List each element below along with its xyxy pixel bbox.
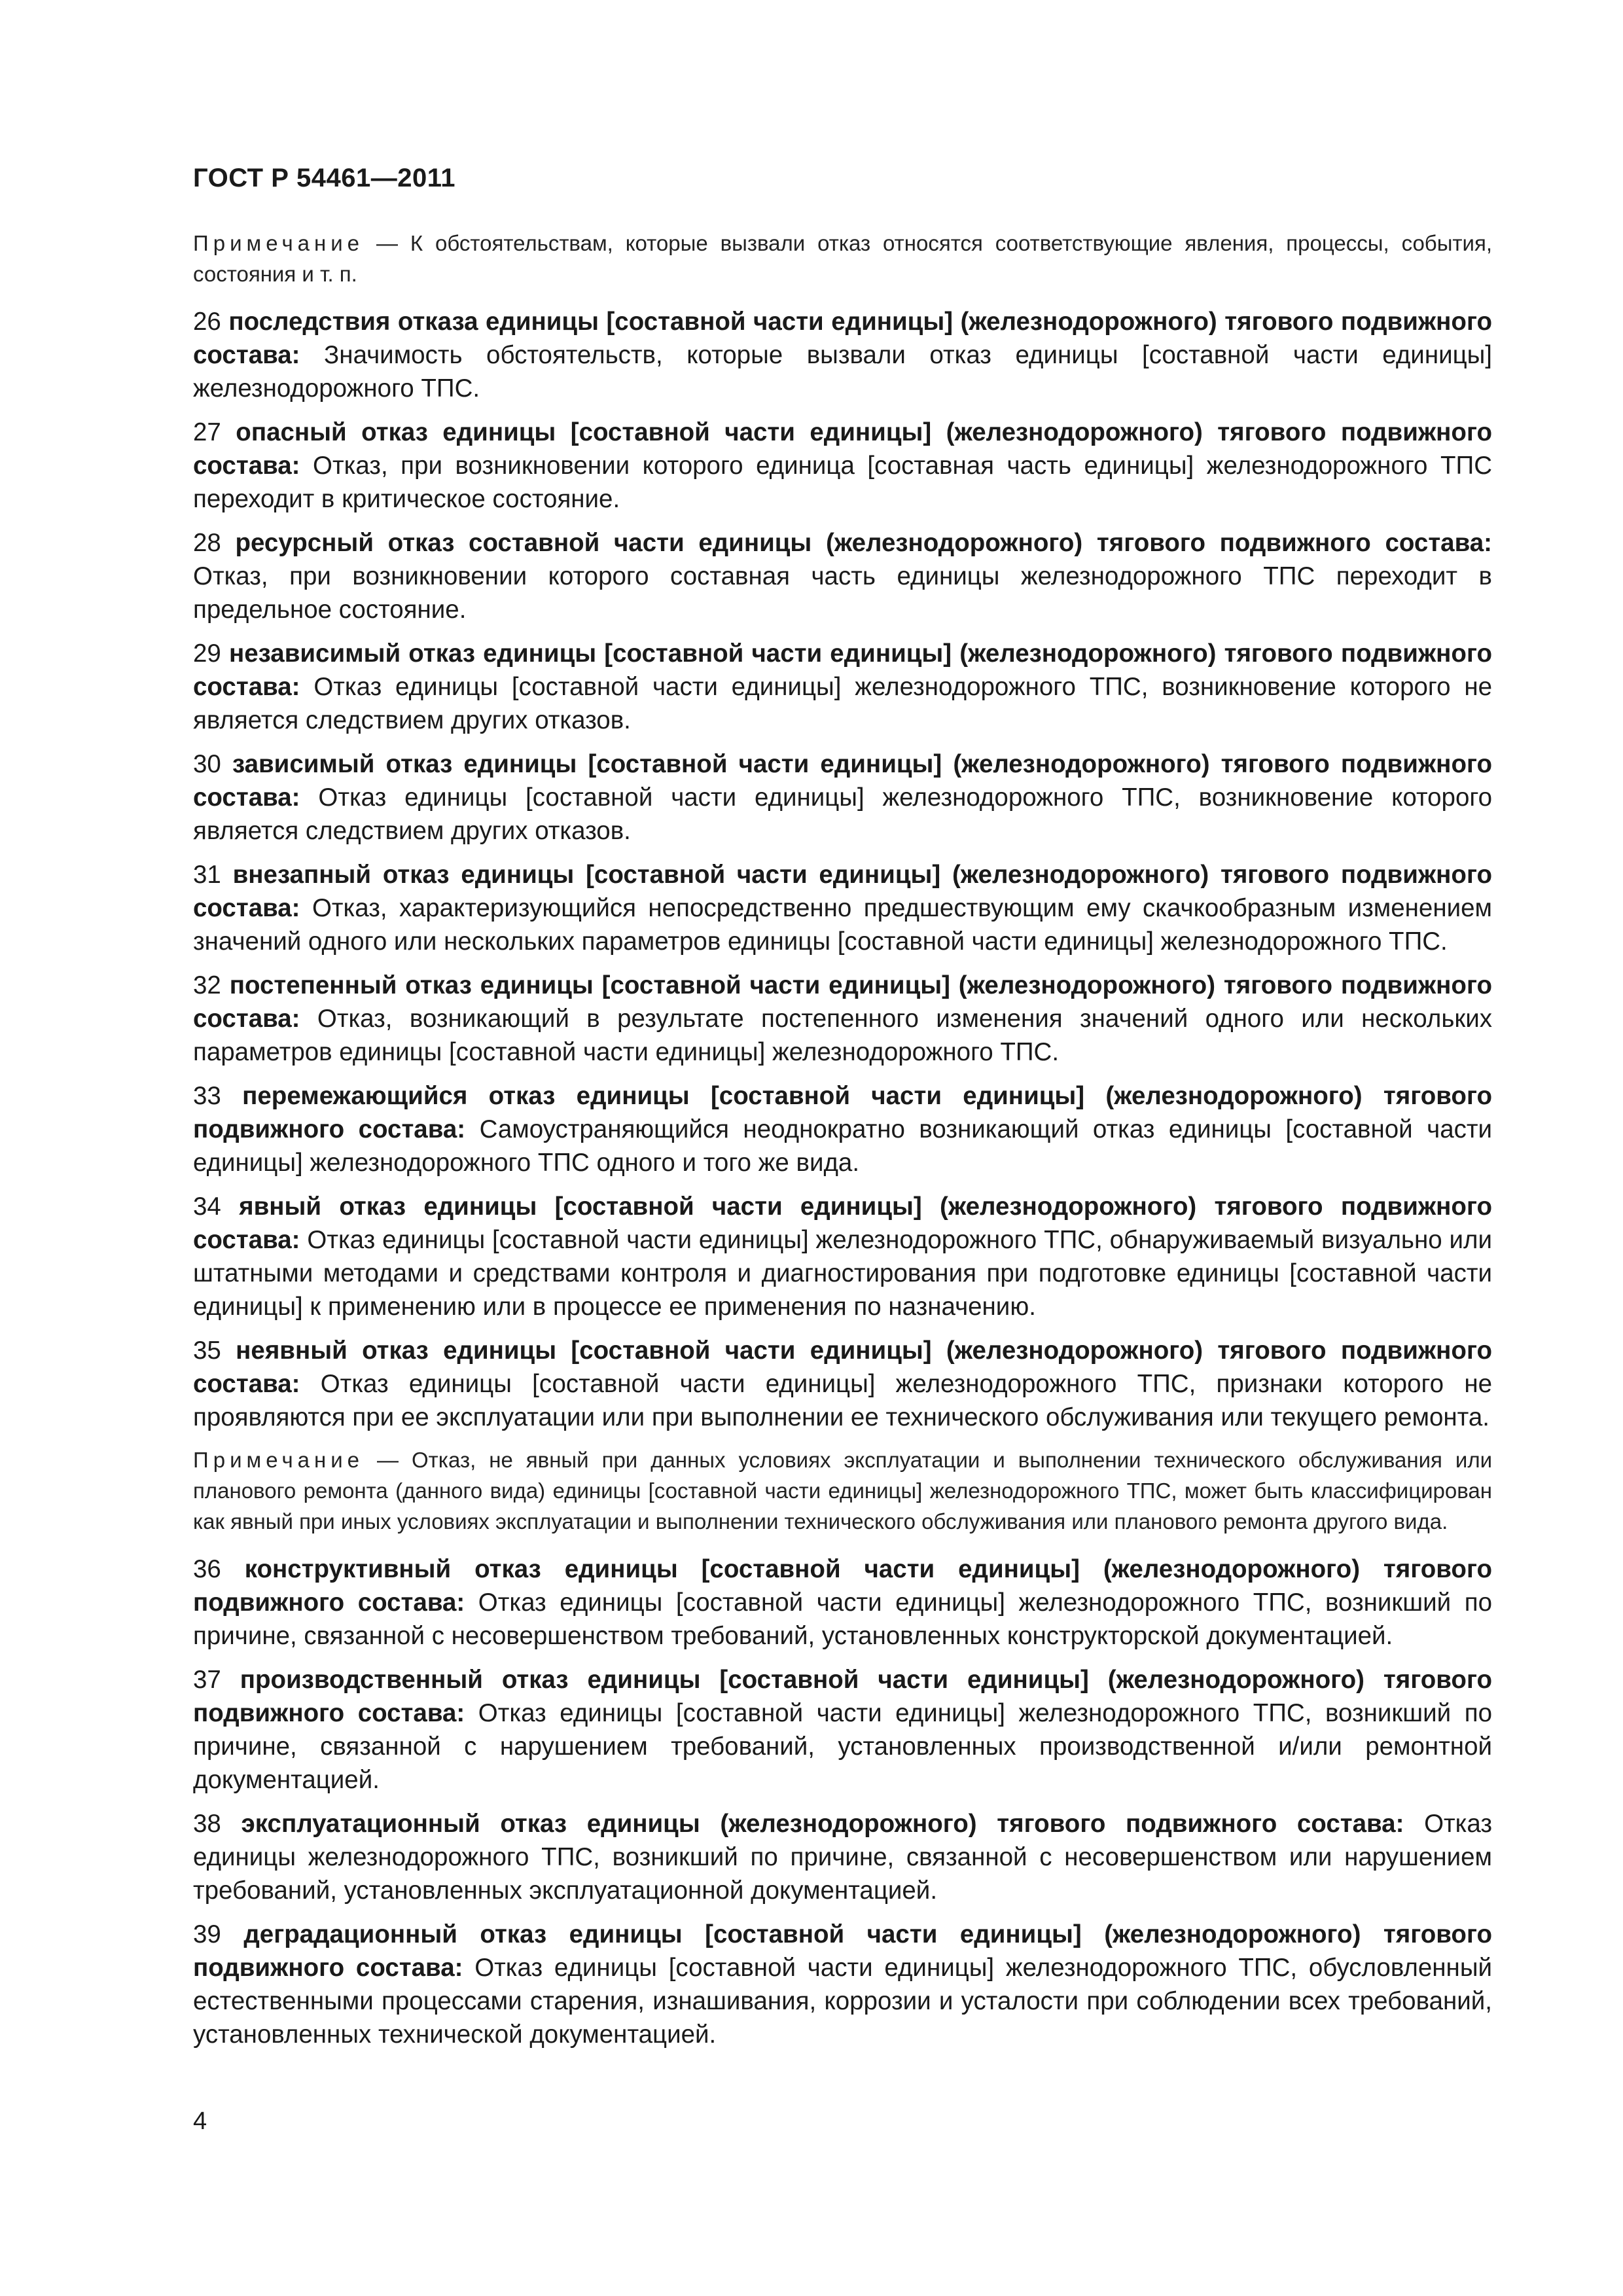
term-name: эксплуатационный отказ единицы (железнодорожного) тягового подвижного состава: xyxy=(241,1810,1404,1838)
term-number: 35 xyxy=(193,1336,221,1365)
term-definition: Отказ единицы [составной части единицы] железнодорожного ТПС, обнаруживаемый визуально или штатными методами и средствами контроля и диагностирования при подготовке единицы [составной части единицы] к применению или в процессе ее применения по назначению. xyxy=(193,1226,1492,1321)
note-paragraph xyxy=(193,228,1492,289)
term-definition: Отказ единицы [составной части единицы] железнодорожного ТПС, возникший по причине, связанной с несовершенством требований, установленных конструкторской документацией. xyxy=(193,1588,1492,1650)
term-name: перемежающийся отказ единицы [составной части единицы] (железнодорожного) тягового подвижного состава: xyxy=(193,1082,1492,1143)
term-separator xyxy=(221,1666,240,1694)
note-dash: — xyxy=(364,1448,412,1472)
term-definition: Отказ единицы железнодорожного ТПС, возникший по причине, связанной с несовершенством или нарушением требований, установленных эксплуатационной документацией. xyxy=(193,1810,1492,1905)
note-paragraph xyxy=(193,1444,1492,1537)
term-definition: Отказ единицы [составной части единицы] железнодорожного ТПС, возникновение которого является следствием других отказов. xyxy=(193,783,1492,845)
term-separator xyxy=(300,894,312,922)
term-number: 36 xyxy=(193,1555,221,1583)
term-number: 39 xyxy=(193,1920,221,1948)
term-number: 33 xyxy=(193,1082,221,1110)
term-number: 32 xyxy=(193,971,221,999)
term-definition: Отказ, возникающий в результате постепенного изменения значений одного или нескольких параметров единицы [составной части единицы] железнодорожного ТПС. xyxy=(193,1005,1492,1066)
note-label: Примечание xyxy=(193,231,365,255)
term-number: 29 xyxy=(193,639,221,668)
term-list xyxy=(193,1552,1492,2051)
term-definition: Отказ, характеризующийся непосредственно предшествующим ему скачкообразным изменением значений одного или нескольких параметров единицы [составной части единицы] железнодорожного ТПС. xyxy=(193,894,1492,956)
term-name: ресурсный отказ составной части единицы (железнодорожного) тягового подвижного состава: xyxy=(235,529,1492,557)
term-list xyxy=(193,305,1492,1434)
term-definition: Отказ, при возникновении которого единица [составная часть единицы] железнодорожного ТПС переходит в критическое состояние. xyxy=(193,452,1492,513)
term-number: 30 xyxy=(193,750,221,778)
term-entry xyxy=(193,1918,1492,2051)
term-separator xyxy=(221,529,236,557)
term-separator xyxy=(221,861,233,889)
term-separator xyxy=(221,1193,239,1221)
term-entry xyxy=(193,969,1492,1069)
term-separator xyxy=(221,1810,241,1838)
term-definition: Самоустраняющийся неоднократно возникающий отказ единицы [составной части единицы] железнодорожного ТПС одного и того же вида. xyxy=(193,1115,1492,1177)
term-name: зависимый отказ единицы [составной части единицы] (железнодорожного) тягового подвижного состава: xyxy=(193,750,1493,812)
term-name: конструктивный отказ единицы [составной части единицы] (железнодорожного) тягового подвижного состава: xyxy=(193,1555,1492,1617)
term-name: деградационный отказ единицы [составной части единицы] (железнодорожного) тягового подвижного состава: xyxy=(193,1920,1492,1982)
term-definition: Отказ, при возникновении которого составная часть единицы железнодорожного ТПС переходит в предельное состояние. xyxy=(193,562,1492,624)
term-separator xyxy=(300,1226,308,1254)
term-number: 26 xyxy=(193,308,221,336)
term-entry xyxy=(193,305,1492,405)
term-name: производственный отказ единицы [составной части единицы] (железнодорожного) тягового подвижного состава: xyxy=(193,1666,1492,1727)
term-entry xyxy=(193,747,1492,848)
term-number: 31 xyxy=(193,861,221,889)
term-separator xyxy=(221,971,230,999)
term-definition: Отказ единицы [составной части единицы] железнодорожного ТПС, признаки которого не проявляются при ее эксплуатации или при выполнении ее технического обслуживания или текущего ремонта. xyxy=(193,1370,1492,1431)
term-entry xyxy=(193,1334,1492,1434)
term-number: 37 xyxy=(193,1666,221,1694)
term-name: неявный отказ единицы [составной части единицы] (железнодорожного) тягового подвижного состава: xyxy=(193,1336,1492,1398)
term-separator xyxy=(465,1588,478,1617)
term-definition: Отказ единицы [составной части единицы] железнодорожного ТПС, обусловленный естественными процессами старения, изнашивания, коррозии и усталости при соблюдении всех требований, установленных технической документацией. xyxy=(193,1954,1492,2049)
term-name: внезапный отказ единицы [составной части единицы] (железнодорожного) тягового подвижного состава: xyxy=(193,861,1492,922)
note-label: Примечание xyxy=(193,1448,365,1472)
term-separator xyxy=(221,1920,244,1948)
term-name: явный отказ единицы [составной части единицы] (железнодорожного) тягового подвижного состава: xyxy=(193,1193,1492,1254)
note-dash: — xyxy=(364,231,410,255)
term-entry xyxy=(193,1663,1492,1797)
term-entry xyxy=(193,526,1492,626)
term-separator xyxy=(300,1370,321,1398)
term-separator xyxy=(300,452,313,480)
term-definition: Значимость обстоятельств, которые вызвали отказ единицы [составной части единицы] железнодорожного ТПС. xyxy=(193,341,1493,403)
term-separator xyxy=(300,673,314,701)
term-separator xyxy=(300,341,325,369)
term-number: 27 xyxy=(193,418,221,446)
term-entry xyxy=(193,858,1492,958)
term-name: постепенный отказ единицы [составной части единицы] (железнодорожного) тягового подвижного состава: xyxy=(193,971,1492,1033)
term-separator xyxy=(465,1115,479,1143)
term-entry xyxy=(193,1552,1492,1653)
term-name: опасный отказ единицы [составной части единицы] (железнодорожного) тягового подвижного состава: xyxy=(193,418,1492,480)
term-entry xyxy=(193,637,1492,737)
term-separator xyxy=(221,1555,245,1583)
note-text: Отказ, не явный при данных условиях эксплуатации и выполнении технического обслуживания или планового ремонта (данного вида) единицы [составной части единицы] железнодорожного ТПС, может быть классифицирован как явный при иных условиях эксплуатации и выполнении технического обслуживания или планового ремонта другого вида. xyxy=(193,1448,1493,1534)
document-header: ГОСТ Р 54461—2011 xyxy=(193,164,455,192)
term-entry xyxy=(193,1190,1492,1323)
term-name: последствия отказа единицы [составной части единицы] (железнодорожного) тягового подвижного состава: xyxy=(193,308,1492,369)
term-separator xyxy=(221,1336,236,1365)
term-number: 38 xyxy=(193,1810,221,1838)
term-separator xyxy=(221,750,232,778)
term-entry xyxy=(193,416,1492,516)
term-separator xyxy=(465,1699,478,1727)
note-text: К обстоятельствам, которые вызвали отказ относятся соответствующие явления, процессы, события, состояния и т. п. xyxy=(193,231,1493,286)
term-entry xyxy=(193,1807,1492,1907)
term-separator xyxy=(463,1954,474,1982)
term-entry xyxy=(193,1079,1492,1179)
term-number: 34 xyxy=(193,1193,221,1221)
document-body xyxy=(193,228,1492,2062)
term-definition: Отказ единицы [составной части единицы] железнодорожного ТПС, возникший по причине, связанной с нарушением требований, установленных производственной и/или ремонтной документацией. xyxy=(193,1699,1492,1794)
term-separator xyxy=(221,639,229,668)
page-number: 4 xyxy=(193,2108,207,2135)
term-name: независимый отказ единицы [составной части единицы] (железнодорожного) тягового подвижного состава: xyxy=(193,639,1492,701)
term-separator xyxy=(1404,1810,1424,1838)
term-number: 28 xyxy=(193,529,221,557)
term-separator xyxy=(221,308,229,336)
term-separator xyxy=(300,1005,317,1033)
term-separator xyxy=(221,418,236,446)
term-definition: Отказ единицы [составной части единицы] железнодорожного ТПС, возникновение которого не является следствием других отказов. xyxy=(193,673,1492,734)
term-separator xyxy=(221,1082,242,1110)
term-separator xyxy=(300,783,319,812)
